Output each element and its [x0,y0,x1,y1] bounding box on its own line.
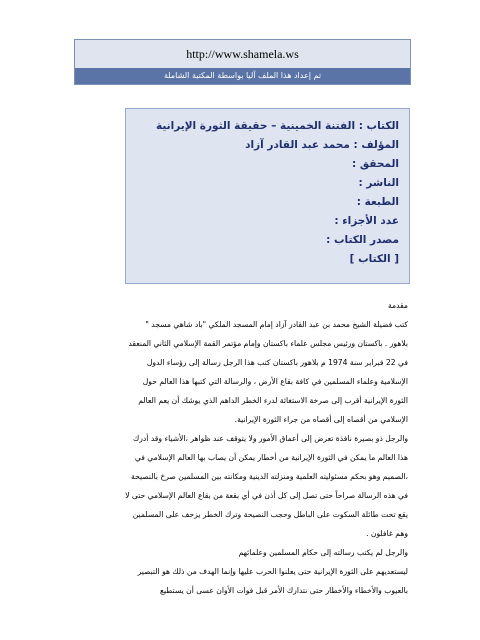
text-line: في 22 فبراير سنة 1974 م بلاهور باكستان كتب هذا الرجل رسالة إلى رؤساء الدول [146,358,408,367]
text-line: كتب فضيلة الشيخ محمد بن عبد القادر آزاد إمام المسجد الملكي "باد شاهي مسجد " [145,320,408,329]
banner-note: تم إعداد هذا الملف آليا بواسطة المكتبة الشاملة [75,68,410,84]
text-line: وهم غافلون . [366,529,408,538]
info-parts-count: عدد الأجزاء : [334,215,399,227]
text-line: يقع تحت طائلة السكوت على الباطل وحجب النصيحة وترك الخطر يزحف على المسلمين [132,510,408,519]
info-book-title: الكتاب : الفتنة الخمينية – حقيقة الثورة الإيرانية [156,120,399,132]
info-book-tag: [ الكتاب ] [349,253,399,265]
shamela-url[interactable]: http://www.shamela.ws [75,40,410,68]
text-line: بالعيوب والأخطاء والأخطار حتى نتدارك الأمر قبل فوات الأوان عسى أن يستطيع [159,586,408,595]
text-line: هذا العالم ما يمكن في الثورة الإيرانية من أخطار يمكن أن يصاب بها العالم الإسلامي في [134,453,408,462]
info-source: مصدر الكتاب : [326,234,399,246]
info-editor: المحقق : [351,158,399,170]
text-line: والرجل ذو بصيرة نافذة تعرض إلى أعماق الأمور ولا يتوقف عند ظواهر ،الأشياء وقد أدرك [132,434,408,443]
book-info-box [125,108,410,284]
text-line: ليستعديهم على الثورة الإيرانية حتى يعلنوا الحرب عليها وإنما الهدف من ذلك هو التبصير [137,567,408,576]
text-line: ،الصميم وهو بحكم مسئوليته العلمية ومنزلته الدينية ومكانته بين المسلمين صرخ بالنصيحة [131,472,408,481]
intro-text [36,296,408,600]
info-publisher: الناشر : [358,177,399,189]
text-line: في هذه الرسالة صراحاً حتى تصل إلى كل أذن في أي بقعة من بقاع العالم الإسلامي حتى لا [125,491,408,500]
text-line: الثورة الإيرانية أقرب إلى صرخة الاستغاثة لدرء الخطر الداهم الذي يوشك أن يعم العالم [138,396,408,405]
section-heading: مقدمة [387,301,408,310]
info-edition: الطبعة : [356,196,399,208]
text-line: بلاهور . باكستان ورئيس مجلس علماء باكستان وإمام مؤتمر القمة الإسلامي الثاني المنعقد [128,339,408,348]
text-line: والرجل لم يكتب رسالته إلى حكام المسلمين وعلمائهم [238,548,408,557]
shamela-banner [74,39,411,85]
text-line: الإسلامية وعلماء المسلمين في كافة بقاع الأرض ، والرسالة التي كتبها هذا العالم حول [142,377,408,386]
info-author: المؤلف : محمد عبد القادر آزاد [245,139,399,151]
text-line: الإسلامي من أقصاه إلى أقصاه من جراء الثورة الإيرانية. [234,415,408,424]
